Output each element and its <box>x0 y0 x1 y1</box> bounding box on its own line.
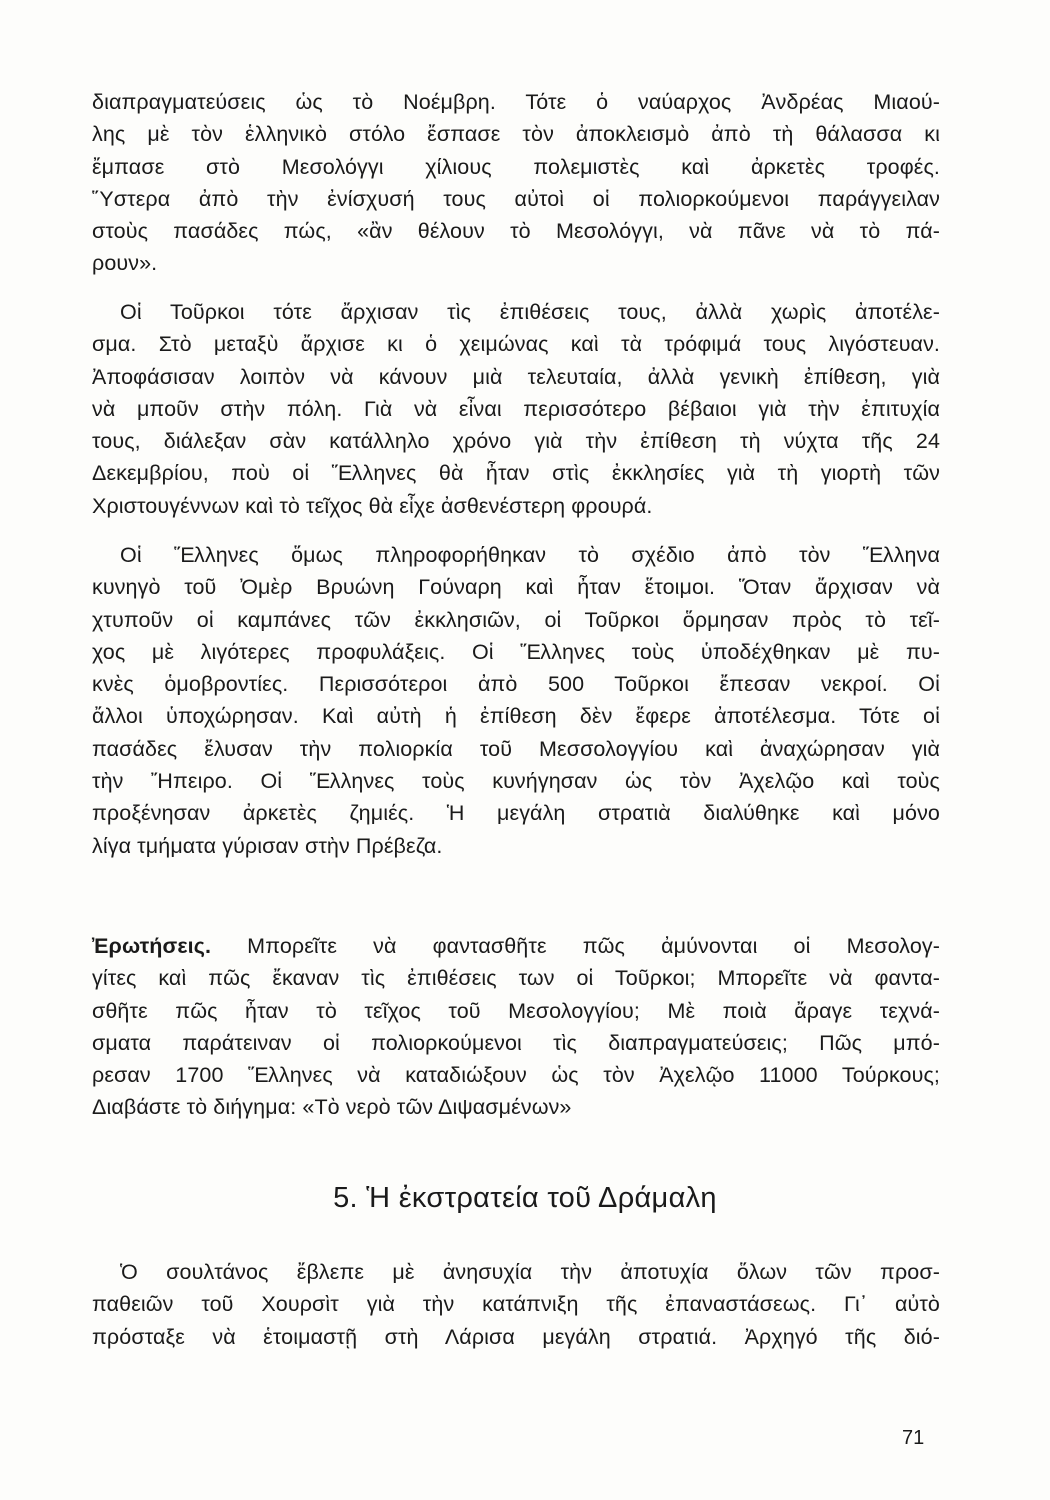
paragraph-turkish-attacks <box>92 296 940 522</box>
text-line: ἄλλοι ὑποχώρησαν. Καὶ αὐτὴ ἡ ἐπίθεση δὲν ἔφερε ἀποτέλεσμα. Τότε οἱ <box>92 704 940 729</box>
text-line: Διαβάστε τὸ διήγημα: «Τὸ νερὸ τῶν Διψασμένων» <box>92 1095 572 1120</box>
text-line: πρόσταξε νὰ ἑτοιμαστῇ στὴ Λάρισα μεγάλη στρατιά. Ἀρχηγό τῆς διό- <box>92 1324 940 1349</box>
text-line: χτυποῦν οἱ καμπάνες τῶν ἐκκλησιῶν, οἱ Τοῦρκοι ὅρμησαν πρὸς τὸ τεῖ- <box>92 607 940 632</box>
text-line: Ὁ σουλτάνος ἔβλεπε μὲ ἀνησυχία τὴν ἀποτυχία ὅλων τῶν προσ- <box>120 1260 940 1284</box>
text-line: λίγα τμήματα γύρισαν στὴν Πρέβεζα. <box>92 833 443 858</box>
text-line: Ὕστερα ἀπὸ τὴν ἐνίσχυσή τους αὐτοὶ οἱ πολιορκούμενοι παράγγειλαν <box>92 186 940 211</box>
text-line: ἔμπασε στὸ Μεσολόγγι χίλιους πολεμιστὲς καὶ ἀρκετὲς τροφές. <box>92 154 940 179</box>
text-line: σματα παράτειναν οἱ πολιορκούμενοι τὶς διαπραγματεύσεις; Πῶς μπό- <box>92 1030 940 1055</box>
text-line: νὰ μποῦν στὴν πόλη. Γιὰ νὰ εἶναι περισσότερο βέβαιοι γιὰ τὴν ἐπιτυχία <box>92 396 940 421</box>
text-line: γίτες καὶ πῶς ἔκαναν τὶς ἐπιθέσεις των οἱ Τοῦρκοι; Μπορεῖτε νὰ φαντα- <box>92 966 940 991</box>
text-line: διαπραγματεύσεις ὡς τὸ Νοέμβρη. Τότε ὁ ναύαρχος Ἀνδρέας Μιαού- <box>92 90 940 114</box>
text-line: ρεσαν 1700 Ἕλληνες νὰ καταδιώξουν ὡς τὸν Ἀχελῷο 11000 Τούρκους; <box>92 1063 940 1088</box>
page-number: 71 <box>902 1427 925 1449</box>
text-line: Οἱ Ἕλληνες ὅμως πληροφορήθηκαν τὸ σχέδιο ἀπὸ τὸν Ἕλληνα <box>120 543 940 567</box>
text-line <box>92 930 940 962</box>
questions-label: Ἐρωτήσεις. <box>92 934 212 958</box>
text-line: Οἱ Τοῦρκοι τότε ἄρχισαν τὶς ἐπιθέσεις τους, ἀλλὰ χωρὶς ἀποτέλε- <box>120 300 940 324</box>
section-heading: 5. Ἡ ἐκστρατεία τοῦ Δράμαλη <box>333 1182 717 1214</box>
text-line: στοὺς πασάδες πώς, «ἂν θέλουν τὸ Μεσολόγγι, νὰ πᾶνε νὰ τὸ πά- <box>92 219 940 244</box>
text-line: ρουν». <box>92 251 158 276</box>
text-line: παθειῶν τοῦ Χουρσὶτ γιὰ τὴν κατάπνιξη τῆς ἐπαναστάσεως. Γι᾿ αὐτὸ <box>92 1292 940 1317</box>
text-line: χος μὲ λιγότερες προφυλάξεις. Οἱ Ἕλληνες τοὺς ὑποδέχθηκαν μὲ πυ- <box>92 639 940 664</box>
questions-block <box>92 930 940 1124</box>
text-line: σθῆτε πῶς ἦταν τὸ τεῖχος τοῦ Μεσολογγίου; Μὲ ποιὰ ἄραγε τεχνά- <box>92 998 940 1023</box>
text-line: τὴν Ἤπειρο. Οἱ Ἕλληνες τοὺς κυνήγησαν ὡς τὸν Ἀχελῷο καὶ τοὺς <box>92 769 940 794</box>
paragraph-greek-defense <box>92 539 940 862</box>
text-line: πασάδες ἔλυσαν τὴν πολιορκία τοῦ Μεσσολογγίου καὶ ἀναχώρησαν γιὰ <box>92 736 940 761</box>
questions-text: Μπορεῖτε νὰ φαντασθῆτε πῶς ἀμύνονται οἱ Μεσολογ- <box>211 934 940 958</box>
paragraph-negotiations <box>92 86 940 280</box>
text-line: προξένησαν ἀρκετὲς ζημιές. Ἡ μεγάλη στρατιὰ διαλύθηκε καὶ μόνο <box>92 801 940 826</box>
text-line: Δεκεμβρίου, ποὺ οἱ Ἕλληνες θὰ ἦταν στὶς ἐκκλησίες γιὰ τὴ γιορτὴ τῶν <box>92 461 940 486</box>
text-line: λης μὲ τὸν ἑλληνικὸ στόλο ἔσπασε τὸν ἀποκλεισμὸ ἀπὸ τὴ θάλασσα κι <box>92 122 940 147</box>
text-line: κνὲς ὁμοβροντίες. Περισσότεροι ἀπὸ 500 Τοῦρκοι ἔπεσαν νεκροί. Οἱ <box>92 672 940 697</box>
text-line: Χριστουγέννων καὶ τὸ τεῖχος θὰ εἶχε ἀσθενέστερη φρουρά. <box>92 493 653 518</box>
text-line: κυνηγὸ τοῦ Ὀμὲρ Βρυώνη Γούναρη καὶ ἦταν ἕτοιμοι. Ὅταν ἄρχισαν νὰ <box>92 575 940 600</box>
paragraph-dramali-campaign <box>92 1256 940 1353</box>
text-line: τους, διάλεξαν σὰν κατάλληλο χρόνο γιὰ τὴν ἐπίθεση τὴ νύχτα τῆς 24 <box>92 429 940 454</box>
text-line: Ἀποφάσισαν λοιπὸν νὰ κάνουν μιὰ τελευταία, ἀλλὰ γενικὴ ἐπίθεση, γιὰ <box>92 364 940 389</box>
text-line: σμα. Στὸ μεταξὺ ἄρχισε κι ὁ χειμώνας καὶ τὰ τρόφιμά τους λιγόστευαν. <box>92 332 940 357</box>
